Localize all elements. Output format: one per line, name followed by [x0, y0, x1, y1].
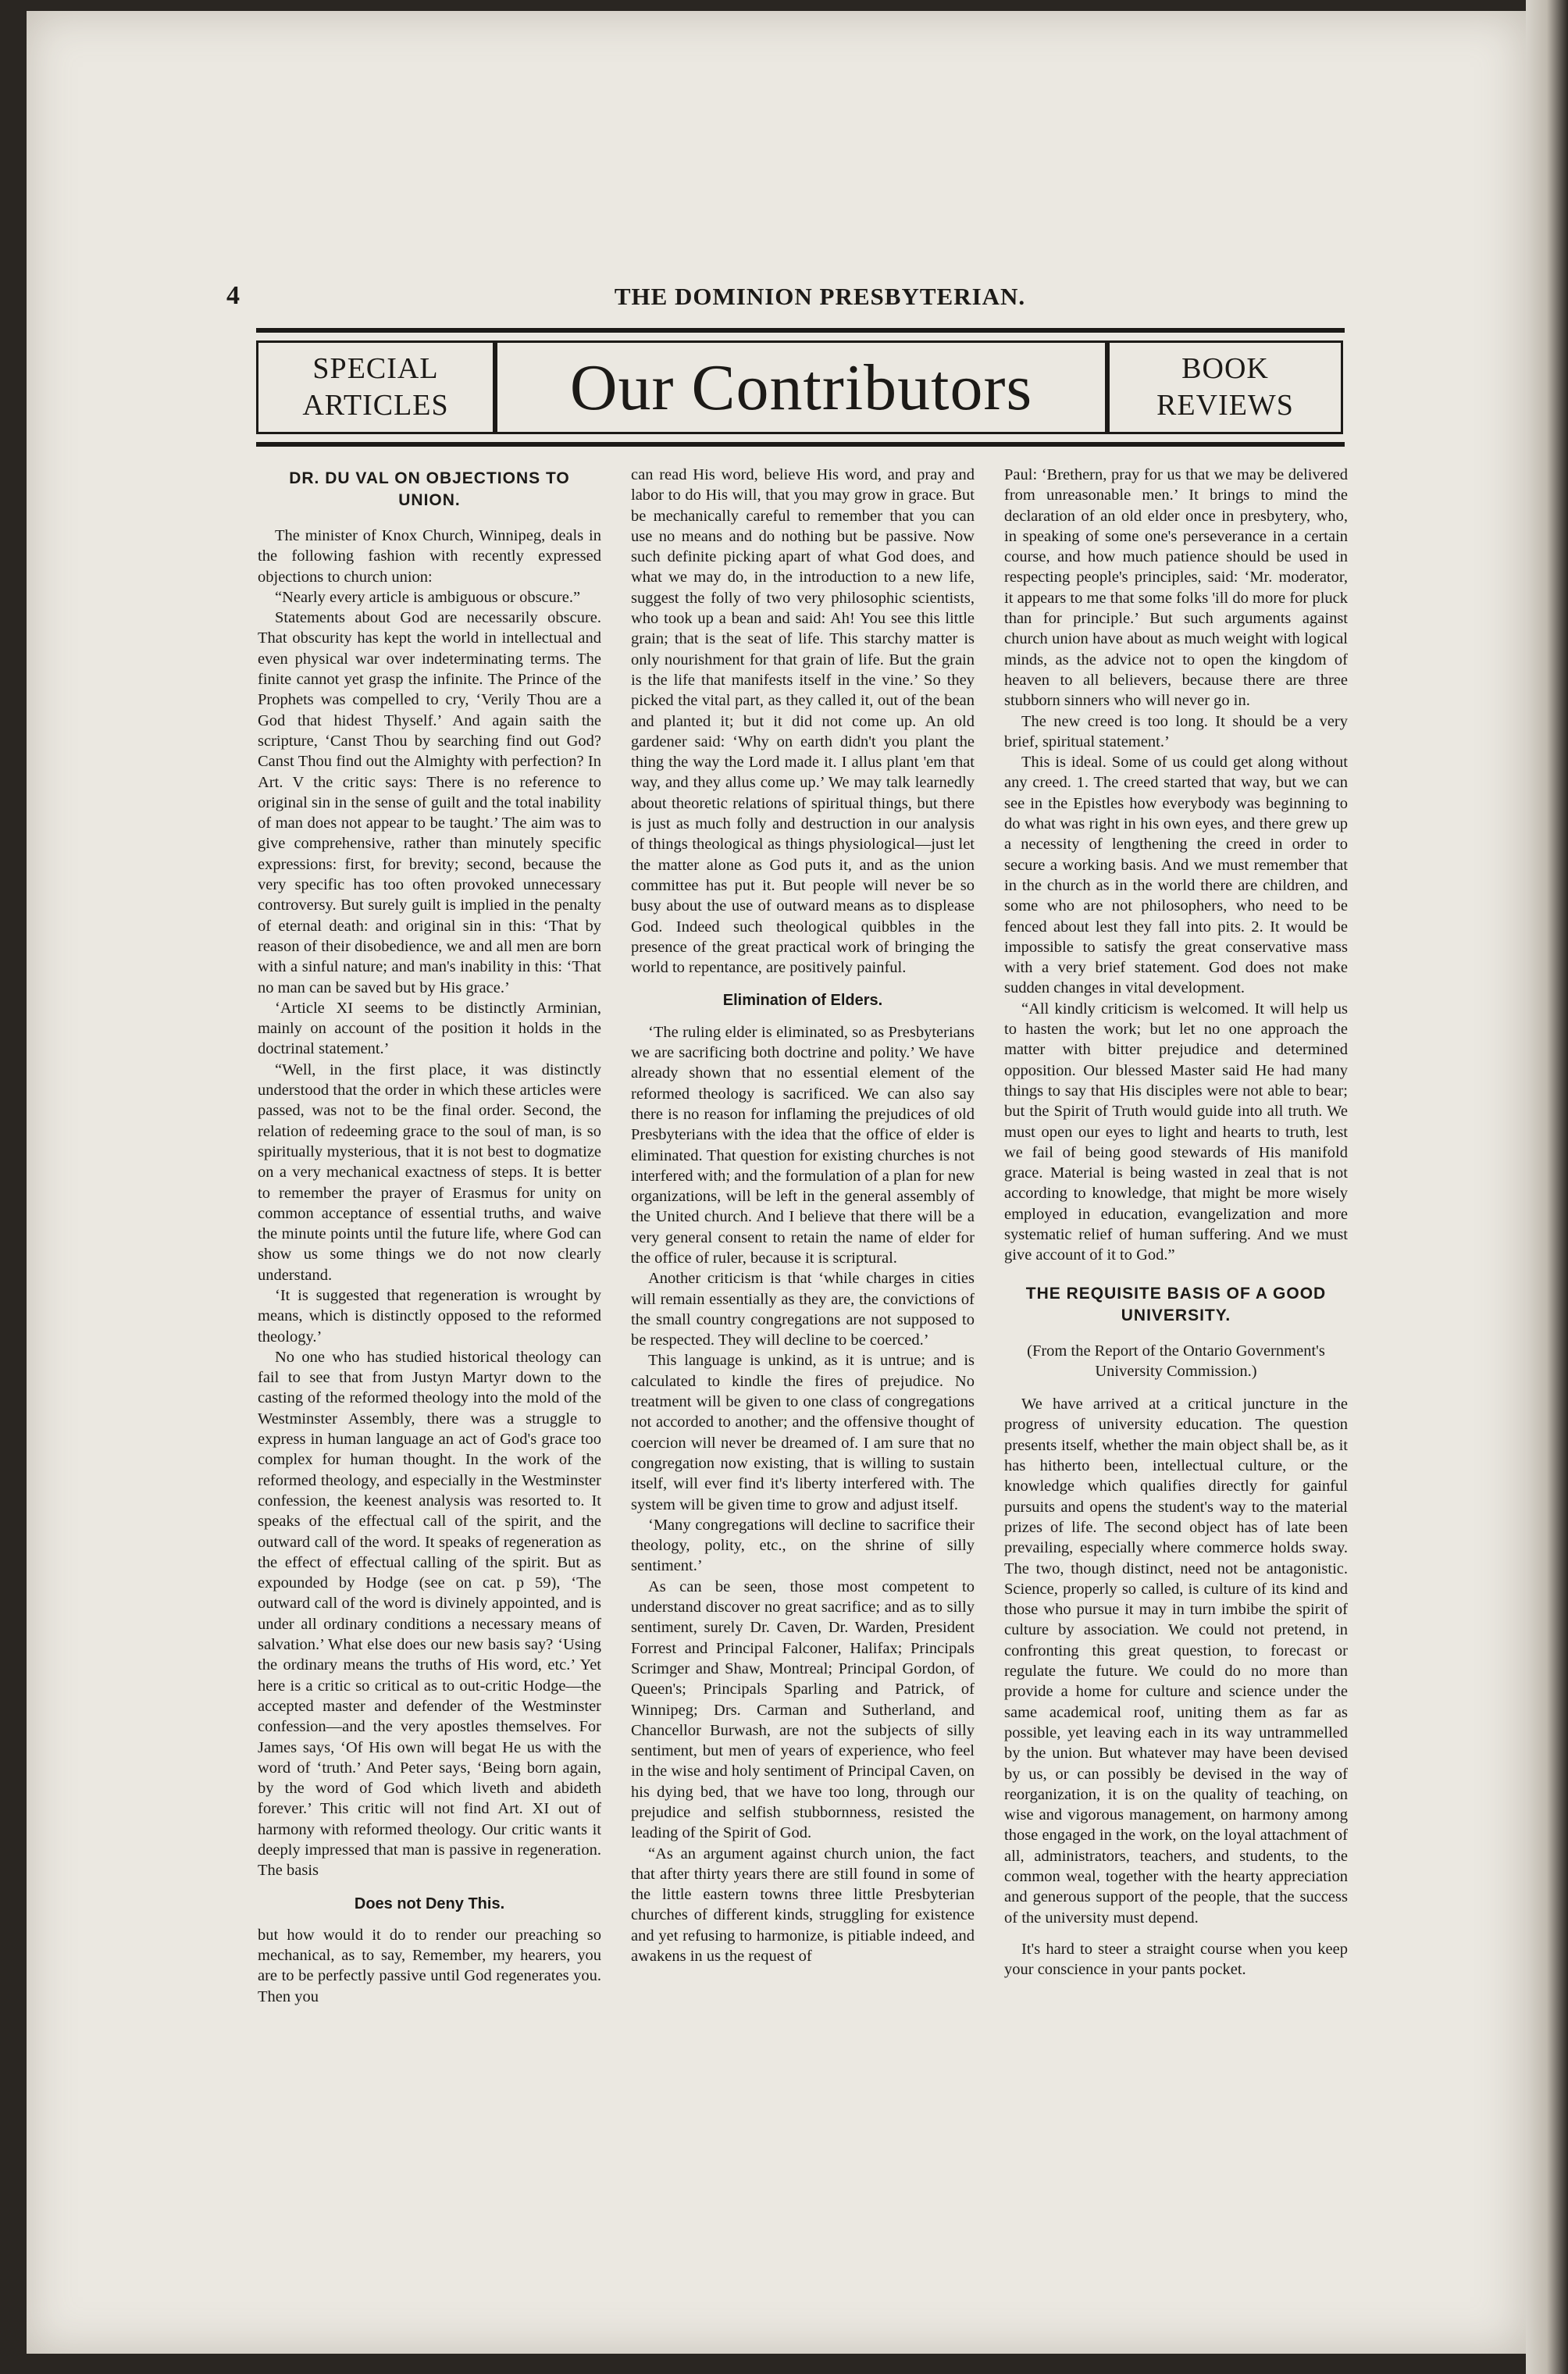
- column-2: [631, 465, 975, 1966]
- banner-right-line1: BOOK: [1181, 351, 1269, 385]
- paragraph: “Nearly every article is ambiguous or obscure.”: [275, 588, 581, 606]
- filler-paragraph: It's hard to steer a straight course when you keep your conscience in your pants pocket.: [1004, 1940, 1348, 1979]
- paragraph: ‘The ruling elder is eliminated, so as Presbyterians we are sacrificing both doctrine and polity.’ We have already shown that no essential element of the reformed theology is sacrificed. We can also say there is no reason for inflaming the prejudices of old Presbyterians with the idea that the office of elder is eliminated. That question for existing churches is not interfered with; and the formulation of a plan for new organizations, will be left in the general assembly of the United church. And I believe that there will be a very general consent to retain the name of elder for the office of ruler, because it is scriptural.: [631, 1023, 975, 1267]
- paragraph: The new creed is too long. It should be a very brief, spiritual statement.’: [1004, 712, 1348, 750]
- paragraph: This is ideal. Some of us could get along without any creed. 1. The creed started that way, but we can see in the Epistles how everybody was beginning to do what was right in his own eyes, and there grew up a necessity of lengthening the creed in order to secure a working basis. And we must remember that in the church as in the world there are children, and some who are not philosophers, who need to be fenced about lest they fall into pits. 2. It would be impossible to satisfy the great conservative mass with a very brief statement. God does not make sudden changes in vital development.: [1004, 754, 1348, 997]
- banner-right-line2: REVIEWS: [1156, 389, 1294, 422]
- banner-left-line2: ARTICLES: [302, 389, 449, 422]
- column-1: [258, 465, 601, 2007]
- paragraph: This language is unkind, as it is untrue; and is calculated to kindle the fires of prejudice. No treatment will be given to one class of congregations not accorded to another; and the offensive thought of coercion will never be dreamed of. I am sure that no congregation now existing, that is willing to sustain itself, will ever find it's liberty interfered with. The system will be given time to grow and adjust itself.: [631, 1352, 975, 1513]
- banner-book-reviews: [1107, 340, 1343, 434]
- paragraph: Statements about God are necessarily obscure. That obscurity has kept the world in intellectual and even physical war over indeterminating terms. The finite cannot yet grasp the infinite. The Prince of the Prophets was compelled to cry, ‘Verily Thou are a God that hidest Thyself.’ And again saith the scripture, ‘Canst Thou by searching find out God? Canst Thou find out the Almighty with perfection? In Art. V the critic says: There is no reference to original sin in the sense of guilt and the total inability of man does not appear to be taught.’ The aim was to give comprehensive, rather than minutely specific expressions: first, for brevity; second, because the very specific has too often provoked unnecessary controversy. But surely guilt is implied in the penalty of eternal death: and original sin in this: ‘That by reason of their disobedience, we and all men are born with a sinful nature; and man's inability in this: ‘That no man can be saved but by His grace.’: [258, 609, 601, 996]
- paragraph: ‘Article XI seems to be distinctly Arminian, mainly on account of the position it holds in the doctrinal statement.’: [258, 999, 601, 1058]
- paragraph: ‘It is suggested that regeneration is wrought by means, which is distinctly opposed to the reformed theology.’: [258, 1286, 601, 1346]
- paragraph: but how would it do to render our preaching so mechanical, as to say, Remember, my hearers, you are to be perfectly passive until God regenerates you. Then you: [258, 1926, 601, 2005]
- paragraph: As can be seen, those most competent to understand discover no great sacrifice; and as to silly sentiment, surely Dr. Caven, Dr. Warden, President Forrest and Principal Falconer, Halifax; Principals Scrimger and Shaw, Montreal; Principal Gordon, of Queen's; Principals Sparling and Patrick, of Winnipeg; Drs. Carman and Sutherland, and Chancellor Burwash, are not the subjects of silly sentiment, but men of years of experience, who feel in the wise and holy sentiment of Principal Caven, on his dying bed, that we have too long, through our prejudice and selfish stubbornness, resisted the leading of the Spirit of God.: [631, 1577, 975, 1842]
- paragraph: can read His word, believe His word, and pray and labor to do His will, that you may grow in grace. But be mechanically careful to remember that you can use no means and do nothing but be passive. Now such definite picking apart of what God does, and what we may do, in the introduction to a new life, suggest the folly of two very philosophic scientists, who took up a bean and said: Ah! You see this little grain; that is the seat of life. This starchy matter is only nourishment for that grain of life. But the grain is the life that manifests itself in the vine.’ So they picked the vital part, as they called it, out of the bean and planted it; but it did not come up. An old gardener said: ‘Why on earth didn't you plant the thing the way the Lord made it. I allus plant 'em that way, and they allus come up.’ We may talk learnedly about theoretic relations of spiritual things, but there is just as much folly and destruction in our analysis of things theological as things physiological—just let the matter alone as God puts it, and as the union committee has put it. But people will never be so busy about the use of outward means as to displease God. Indeed such theological quibbles in the presence of the great practical work of bringing the world to repentance, are positively painful.: [631, 466, 975, 977]
- paragraph: We have arrived at a critical juncture in the progress of university education. The question presents itself, whether the main object shall be, as it has hitherto been, intellectual culture, or the knowledge which qualifies directly for gainful pursuits and opens the student's way to the material prizes of life. The second object has of late been prevailing, especially where commerce holds sway. The two, though distinct, need not be antagonistic. Science, properly so called, is culture of its kind and those who pursue it may in turn imbibe the spirit of culture by association. We could not pretend, in confronting this great question, to forecast or regulate the future. We could do no more than provide a home for culture and science under the same academical roof, uniting them as far as possible, yet leaving each in its way untrammelled by the union. But whatever may have been devised by us, or can possibly be devised in the way of reorganization, it is on the quality of teaching, on wise and vigorous management, on harmony among those engaged in the work, on the loyal attachment of all, administrators, teachers, and students, to the common weal, together with the hearty appreciation and generous support of the people, that the success of the university must depend.: [1004, 1396, 1348, 1927]
- banner-left-line1: SPECIAL: [312, 351, 439, 385]
- running-title: THE DOMINION PRESBYTERIAN.: [614, 283, 1026, 310]
- paragraph: “All kindly criticism is welcomed. It will help us to hasten the work; but let no one approach the matter with bitter prejudice and determined opposition. Our blessed Master said He had many things to say that His disciples were not able to bear; but the Spirit of Truth would guide into all truth. We must open our eyes to light and hearts to truth, lest we fail of being good stewards of His manifold grace. Material is being wasted in zeal that is not according to knowledge, that might be more wisely employed in education, evangelization and more systematic relief of human suffering. And we must give account of it to God.”: [1004, 1000, 1348, 1264]
- paragraph: The minister of Knox Church, Winnipeg, deals in the following fashion with recently expressed objections to church union:: [258, 527, 601, 586]
- source-note: (From the Report of the Ontario Government's University Commission.): [1027, 1342, 1325, 1380]
- paragraph: ‘Many congregations will decline to sacrifice their theology, polity, etc., on the shrine of silly sentiment.’: [631, 1516, 975, 1575]
- page-edge: [1526, 0, 1568, 2374]
- banner-title: Our Contributors: [495, 340, 1107, 434]
- paragraph: “Well, in the first place, it was distinctly understood that the order in which these articles were passed, was not to be the final order. Second, the relation of redeeming grace to the soul of man, is so spiritually mysterious, that it is not best to dogmatize on a very mechanical exactness of steps. It is better to remember the prayer of Erasmus for unity on common acceptance of essential truths, and waive the minute points until the future life, where God can show us some things we do not now clearly understand.: [258, 1060, 601, 1284]
- column-3: [1004, 465, 1348, 1980]
- article-title: THE REQUISITE BASIS OF A GOOD UNIVERSITY.: [1025, 1284, 1327, 1324]
- article-title: DR. DU VAL ON OBJECTIONS TO UNION.: [289, 469, 570, 509]
- subheading: Elimination of Elders.: [722, 992, 883, 1010]
- paragraph: Paul: ‘Brethern, pray for us that we may be delivered from unreasonable men.’ It brings to mind the declaration of an old elder once in presbytery, who, in speaking of some one's perseverance in a certain course, and how much patience should be used in respecting people's principles, said: ‘Mr. moderator, it appears to me that some folks 'ill do more for pluck than for principle.’ But such arguments against church union have about as much weight with logical minds, as the advice not to open the kingdom of heaven to all believers, because there are three stubborn sinners who will never go in.: [1004, 466, 1348, 710]
- banner-special-articles: [256, 340, 495, 434]
- paragraph: “As an argument against church union, the fact that after thirty years there are still found in some of the little eastern towns three little Presbyterian churches of different kinds, struggling for existence and yet refusing to harmonize, is pitiable indeed, and awakens in us the request of: [631, 1845, 975, 1966]
- paragraph: No one who has studied historical theology can fail to see that from Justyn Martyr down to the casting of the reformed theology into the mold of the Westminster Assembly, there was a struggle to express in human language an act of God's grace too complex for human thought. In the work of the reformed theology, and especially in the Westminster confession, the keenest analysis was resorted to. It speaks of the effectual call of the spirit, and the outward call of the word. It speaks of regeneration as the effect of effectual calling of the spirit. But as expounded by Hodge (see on cat. p 59), ‘The outward call of the word is divinely appointed, and is under all ordinary conditions a necessary means of salvation.’ What else does our new basis say? ‘Using the ordinary means the truths of His word, etc.’ Yet here is a critic so critical as to out-critic Hodge—the accepted master and defender of the Westminster confession—and the very apostles themselves. For James says, ‘Of His own will begat He us with the word of ‘truth.’ And Peter says, ‘Being born again, by the word of God which liveth and abideth forever.’ This critic will not find Art. XI out of harmony with reformed theology. Our critic wants it deeply impressed that man is passive in regeneration. The basis: [258, 1348, 601, 1880]
- paragraph: Another criticism is that ‘while charges in cities will remain essentially as they are, the convictions of the small country congregations are not supposed to be respected. They will decline to be coerced.’: [631, 1270, 975, 1349]
- section-banner: [256, 328, 1345, 447]
- subheading: Does not Deny This.: [354, 1895, 505, 1912]
- page-number: 4: [226, 281, 240, 310]
